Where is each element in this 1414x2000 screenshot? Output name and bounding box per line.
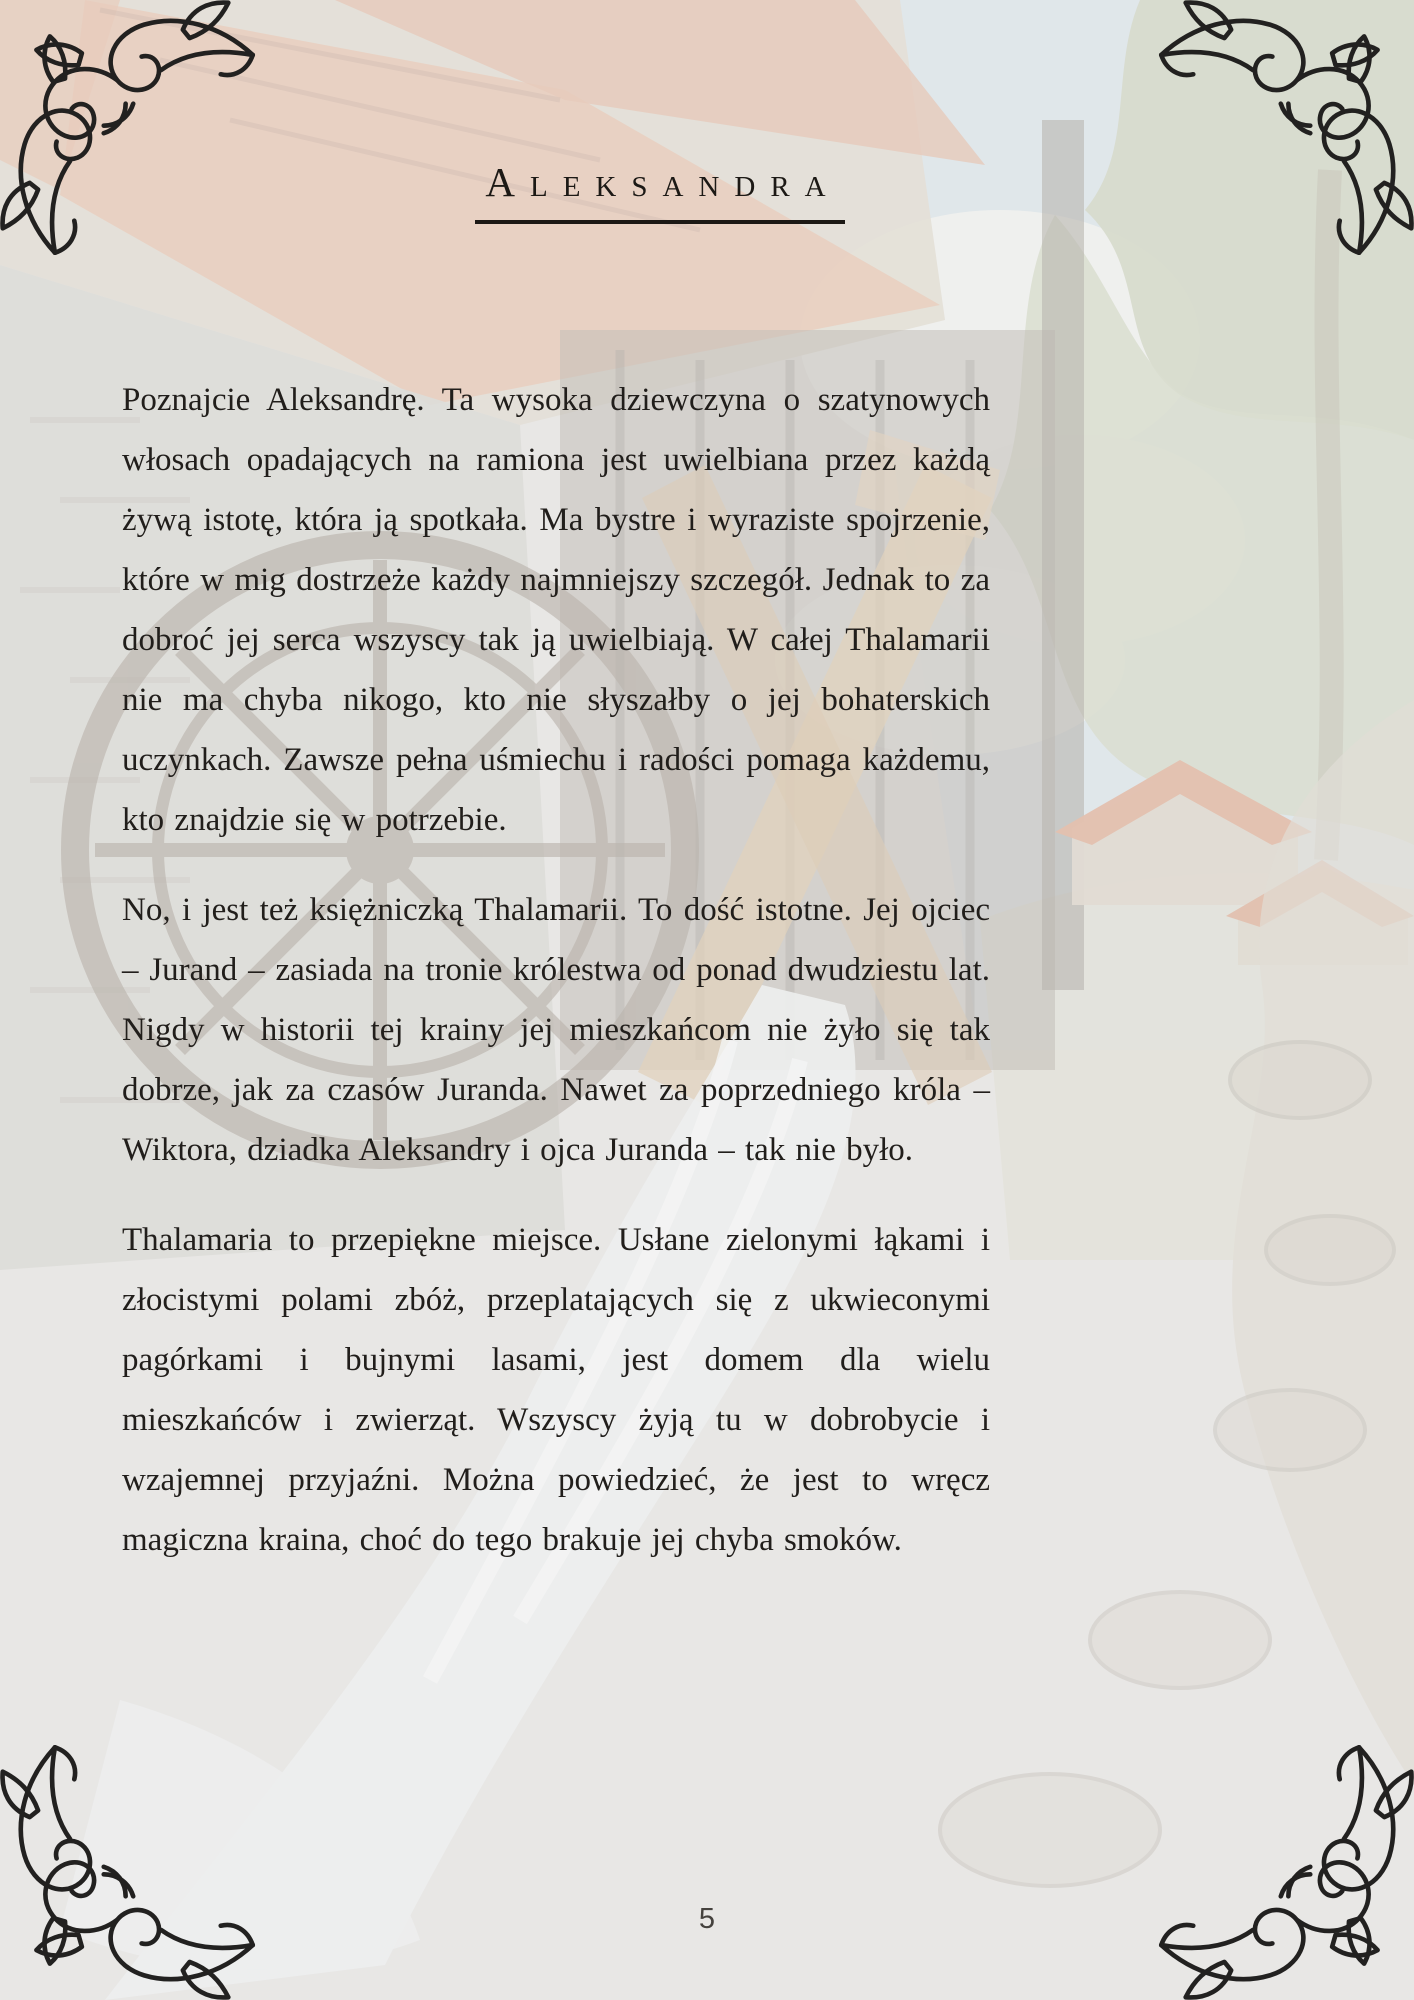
paragraph: Poznajcie Aleksandrę. Ta wysoka dziewczyna o szatynowych włosach opadających na ramiona jest uwielbiana przez każdą żywą istotę, która ją spotkała. Ma bystre i wyraziste spojrzenie, które w mig dostrzeże każdy najmniejszy szczegół. Jednak to za dobroć jej serca wszyscy tak ją uwielbiają. W całej Thalamarii nie ma chyba nikogo, kto nie słyszałby o jej bohaterskich uczynkach. Zawsze pełna uśmiechu i radości pomaga każdemu, kto znajdzie się w potrzebie. [122,382,990,838]
corner-flourish-icon [1152,1738,1414,2000]
corner-flourish-icon [0,1738,262,2000]
chapter-heading [0,133,1320,251]
page-number: 5 [698,1903,716,1935]
paragraph: Thalamaria to przepiękne miejsce. Usłane zielonymi łąkami i złocistymi polami zbóż, przeplatających się z ukwieconymi pagórkami i bujnymi lasami, jest domem dla wielu mieszkańców i zwierząt. Wszyscy żyją tu w dobrobycie i wzajemnej przyjaźni. Można powiedzieć, że jest to wręcz magiczna kraina, choć do tego brakuje jej chyba smoków. [122,1222,990,1558]
paragraph: No, i jest też księżniczką Thalamarii. To dość istotne. Jej ojciec – Jurand – zasiada na tronie królestwa od ponad dwudziestu lat. Nigdy w historii tej krainy jej mieszkańcom nie żyło się tak dobrze, jak za czasów Juranda. Nawet za poprzedniego króla – Wiktora, dziadka Aleksandry i ojca Juranda – tak nie było. [122,892,990,1168]
story-text [122,370,990,1600]
page-title: Aleksandra [475,160,844,223]
